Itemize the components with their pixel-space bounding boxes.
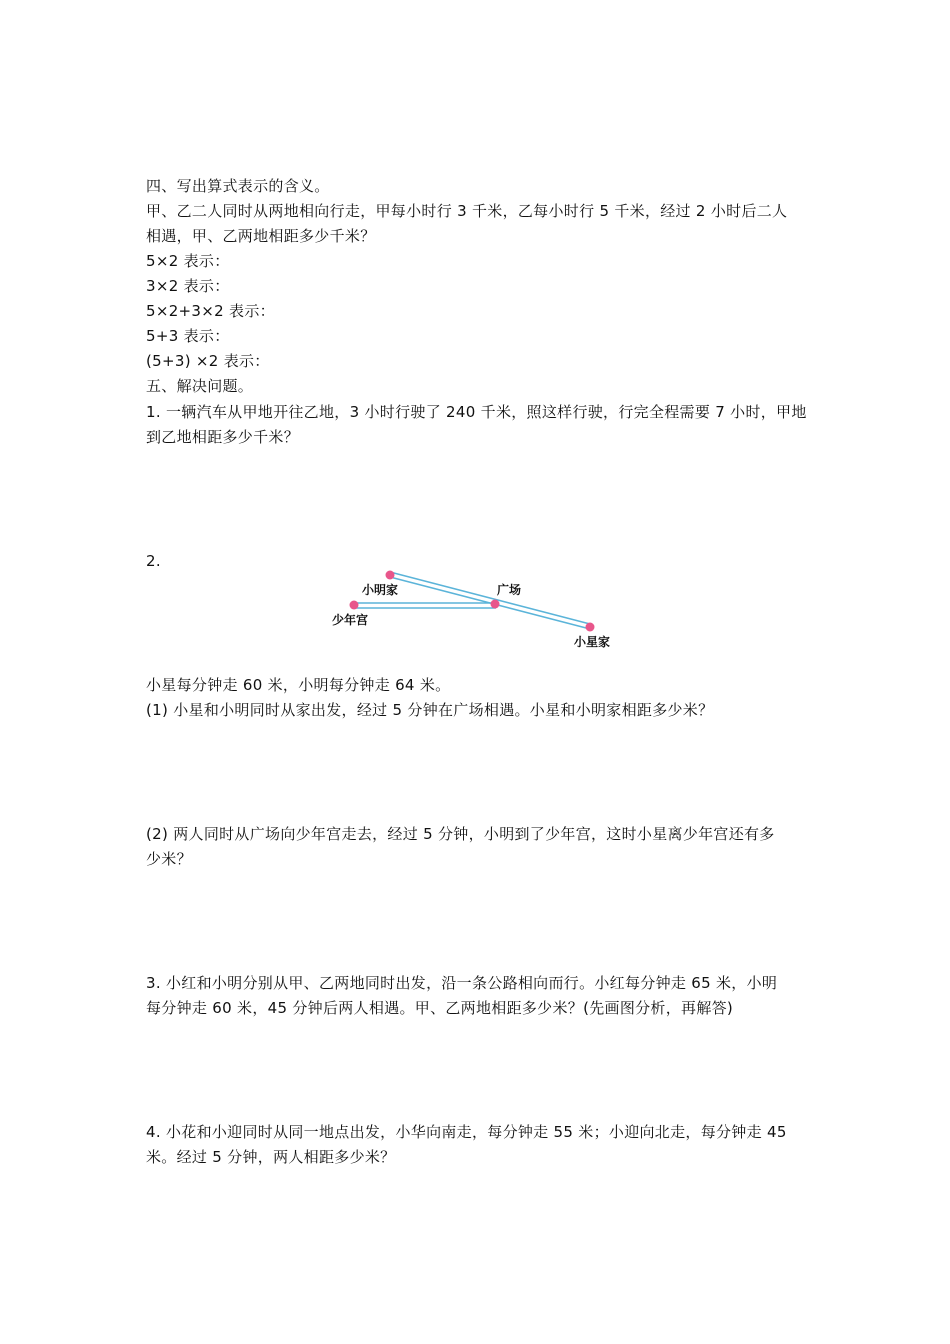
question3-line1: 3. 小红和小明分别从甲、乙两地同时出发，沿一条公路相向而行。小红每分钟走 65 米，小明 [146, 974, 778, 992]
question2-info: 小星每分钟走 60 米，小明每分钟走 64 米。 [146, 676, 451, 694]
xiaoxing-home-dot [586, 623, 595, 632]
expression-item-1: 5×2 表示： [146, 252, 230, 270]
question2-sub1: (1) 小星和小明同时从家出发，经过 5 分钟在广场相遇。小星和小明家相距多少米？ [146, 701, 714, 719]
route-line-xiaoming-xiaoxing-a [390, 572, 590, 624]
section4-heading: 四、写出算式表示的含义。 [146, 177, 330, 195]
expression-item-4: 5+3 表示： [146, 327, 230, 345]
route-diagram [320, 562, 630, 657]
expression-item-2: 3×2 表示： [146, 277, 230, 295]
section4-problem-line1: 甲、乙二人同时从两地相向行走，甲每小时行 3 千米，乙每小时行 5 千米，经过 2 小时后二人 [146, 202, 788, 220]
question2-number: 2. [146, 552, 161, 570]
section4-problem-line2: 相遇，甲、乙两地相距多少千米？ [146, 227, 376, 245]
expression-item-5: (5+3) ×2 表示： [146, 352, 270, 370]
question3-line2: 每分钟走 60 米，45 分钟后两人相遇。甲、乙两地相距多少米？(先画图分析，再解答) [146, 999, 734, 1017]
label-plaza: 广场 [497, 583, 522, 597]
label-xiaoming-home: 小明家 [362, 583, 399, 597]
section5-heading: 五、解决问题。 [146, 377, 254, 395]
question2-sub2-line2: 少米？ [146, 850, 192, 868]
route-lines [353, 572, 590, 629]
xiaoming-home-dot [386, 571, 395, 580]
question4-line1: 4. 小花和小迎同时从同一地点出发，小华向南走，每分钟走 55 米；小迎向北走，每分钟走 45 [146, 1123, 787, 1141]
expression-item-3: 5×2+3×2 表示： [146, 302, 275, 320]
label-xiaoxing-home: 小星家 [574, 635, 611, 649]
question1-line1: 1. 一辆汽车从甲地开往乙地，3 小时行驶了 240 千米，照这样行驶，行完全程需要 7 小时，甲地 [146, 403, 807, 421]
question2-sub2-line1: (2) 两人同时从广场向少年宫走去，经过 5 分钟，小明到了少年宫，这时小星离少年宫还有多 [146, 825, 775, 843]
question1-line2: 到乙地相距多少千米？ [146, 428, 300, 446]
plaza-dot [491, 600, 500, 609]
label-youth-palace: 少年宫 [332, 613, 369, 627]
question4-line2: 米。经过 5 分钟，两人相距多少米？ [146, 1148, 396, 1166]
youth-palace-dot [350, 601, 359, 610]
